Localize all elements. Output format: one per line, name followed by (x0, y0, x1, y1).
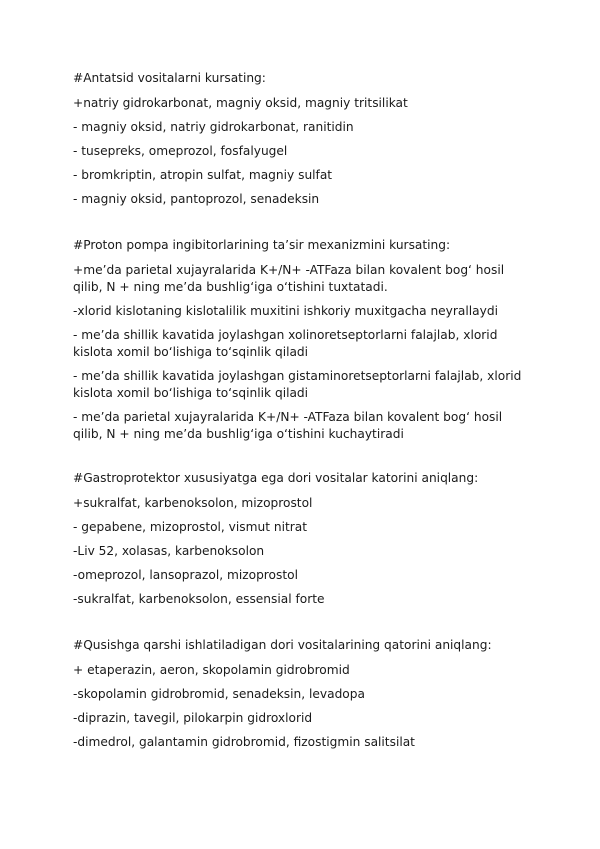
question-3 (73, 470, 533, 608)
answer-option: -omeprozol, lansoprazol, mizoprostol (73, 568, 298, 582)
answer-option: + etaperazin, aeron, skopolamin gidrobromid (73, 663, 350, 677)
question-4 (73, 637, 533, 751)
answer-option: +sukralfat, karbenoksolon, mizoprostol (73, 496, 313, 510)
answer-option: -sukralfat, karbenoksolon, essensial forte (73, 592, 325, 606)
question-text: #Gastroprotektor xususiyatga ega dori vositalar katorini aniqlang: (73, 471, 479, 485)
answer-option: - magniy oksid, pantoprozol, senadeksin (73, 192, 320, 206)
answer-option: - me’da shillik kavatida joylashgan gistaminoretseptorlarni falajlab, xlorid kislota xomil bo‘lishiga to‘sqinlik qiladi (73, 369, 522, 400)
question-spacer (73, 450, 533, 470)
answer-option: - me’da parietal xujayralarida K+/N+ -ATFaza bilan kovalent bog‘ hosil qilib, N + ning me’da bushlig‘iga o‘tishini kuchaytiradi (73, 410, 503, 441)
answer-option: - bromkriptin, atropin sulfat, magniy sulfat (73, 168, 333, 182)
answer-option: -skopolamin gidrobromid, senadeksin, levadopa (73, 687, 365, 701)
answer-option: -xlorid kislotaning kislotalilik muxitini ishkoriy muxitgacha neyrallaydi (73, 304, 498, 318)
question-1 (73, 70, 533, 208)
answer-option: -dimedrol, galantamin gidrobromid, fizostigmin salitsilat (73, 735, 415, 749)
answer-option: +natriy gidrokarbonat, magniy oksid, magniy tritsilikat (73, 96, 408, 110)
question-spacer (73, 215, 533, 237)
answer-option: - gepabene, mizoprostol, vismut nitrat (73, 520, 308, 534)
question-spacer (73, 615, 533, 637)
document-page (73, 70, 533, 758)
question-text: #Proton pompa ingibitorlarining ta’sir mexanizmini kursating: (73, 238, 451, 252)
answer-option: - magniy oksid, natriy gidrokarbonat, ranitidin (73, 120, 354, 134)
answer-option: -Liv 52, xolasas, karbenoksolon (73, 544, 265, 558)
answer-option: - me’da shillik kavatida joylashgan xolinoretseptorlarni falajlab, xlorid kislota xomil bo‘lishiga to‘sqinlik qiladi (73, 328, 498, 359)
question-text: #Antatsid vositalarni kursating: (73, 71, 266, 85)
question-text: #Qusishga qarshi ishlatiladigan dori vositalarining qatorini aniqlang: (73, 638, 492, 652)
answer-option: +me’da parietal xujayralarida K+/N+ -ATFaza bilan kovalent bog‘ hosil qilib, N + ning me’da bushlig‘iga o‘tishini tuxtatadi. (73, 263, 505, 294)
question-2 (73, 237, 533, 443)
answer-option: - tusepreks, omeprozol, fosfalyugel (73, 144, 288, 158)
answer-option: -diprazin, tavegil, pilokarpin gidroxlorid (73, 711, 313, 725)
